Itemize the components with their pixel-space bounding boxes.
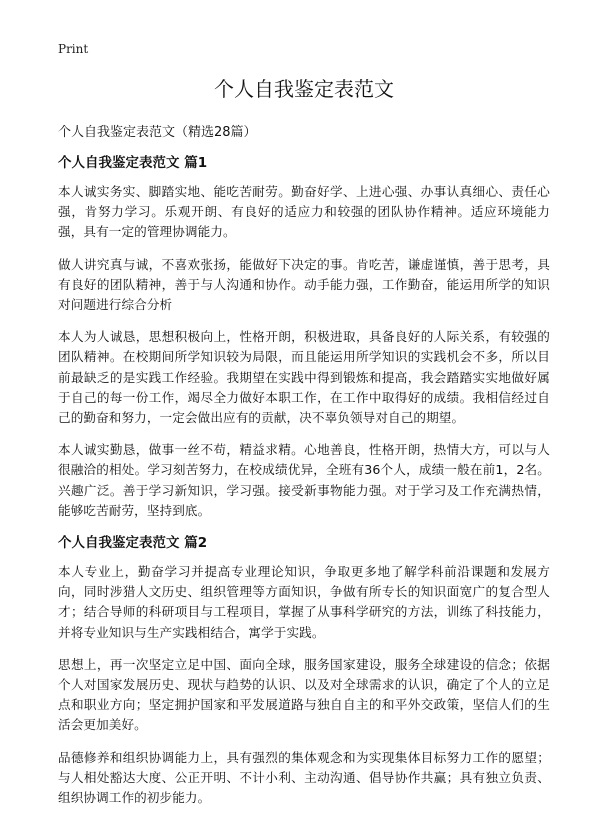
paragraph: 品德修养和组织协调能力上，具有强烈的集体观念和为实现集体目标努力工作的愿望；与人相处豁达大度、公正开明、不计小利、主动沟通、倡导协作共赢；具有独立负责、组织协调工作的初步能力。 — [58, 749, 550, 806]
print-link[interactable]: Print — [58, 42, 89, 56]
paragraph: 本人为人诚恳，思想积极向上，性格开朗，积极进取，具备良好的人际关系，有较强的团队精神。在校期间所学知识较为局限，而且能运用所学知识的实践机会不多，所以目前最缺乏的是实践工作经验。我期望在实践中得到锻炼和提高，我会踏踏实实地做好属于自己的每一份工作，竭尽全力做好本职工作，在工作中取得好的成绩。我相信经过自己的勤奋和努力，一定会做出应有的贡献，决不辜负领导对自己的期望。 — [58, 329, 550, 426]
paragraph: 本人专业上，勤奋学习并提高专业理论知识，争取更多地了解学科前沿课题和发展方向，同时涉猎人文历史、组织管理等方面知识，争做有所专长的知识面宽广的复合型人才；结合导师的科研项目与工程项目，掌握了从事科学研究的方法，训练了科技能力，并将专业知识与生产实践相结合，寓学于实践。 — [58, 564, 550, 640]
paragraph: 本人诚实勤恳，做事一丝不苟，精益求精。心地善良，性格开朗，热情大方，可以与人很融洽的相处。学习刻苦努力，在校成绩优异，全班有36个人，成绩一般在前1，2名。兴趣广泛。善于学习新知识，学习强。接受新事物能力强。对于学习及工作充满热情，能够吃苦耐劳，坚持到底。 — [58, 442, 550, 518]
paragraph: 思想上，再一次坚定立足中国、面向全球，服务国家建设，服务全球建设的信念；依据个人对国家发展历史、现状与趋势的认识、以及对全球需求的认识，确定了个人的立足点和职业方向；坚定拥护国家和平发展道路与独自自主的和平外交政策，坚信人们的生活会更加美好。 — [58, 656, 550, 733]
document-title: 个人自我鉴定表范文 — [214, 77, 394, 101]
section-2 — [58, 533, 550, 808]
section-heading: 个人自我鉴定表范文 篇1 — [58, 155, 208, 171]
section-1 — [58, 153, 550, 521]
paragraph: 做人讲究真与诚，不喜欢张扬，能做好下决定的事。肯吃苦，谦虚谨慎，善于思考，具有良好的团队精神，善于与人沟通和协作。动手能力强，工作勤奋，能运用所学的知识对问题进行综合分析 — [58, 256, 550, 313]
paragraph: 本人诚实务实、脚踏实地、能吃苦耐劳。勤奋好学、上进心强、办事认真细心、责任心强，肯努力学习。乐观开朗、有良好的适应力和较强的团队协作精神。适应环境能力强，具有一定的管理协调能力。 — [58, 184, 550, 240]
section-heading: 个人自我鉴定表范文 篇2 — [58, 535, 208, 552]
document-subtitle: 个人自我鉴定表范文（精选28篇） — [58, 125, 257, 140]
